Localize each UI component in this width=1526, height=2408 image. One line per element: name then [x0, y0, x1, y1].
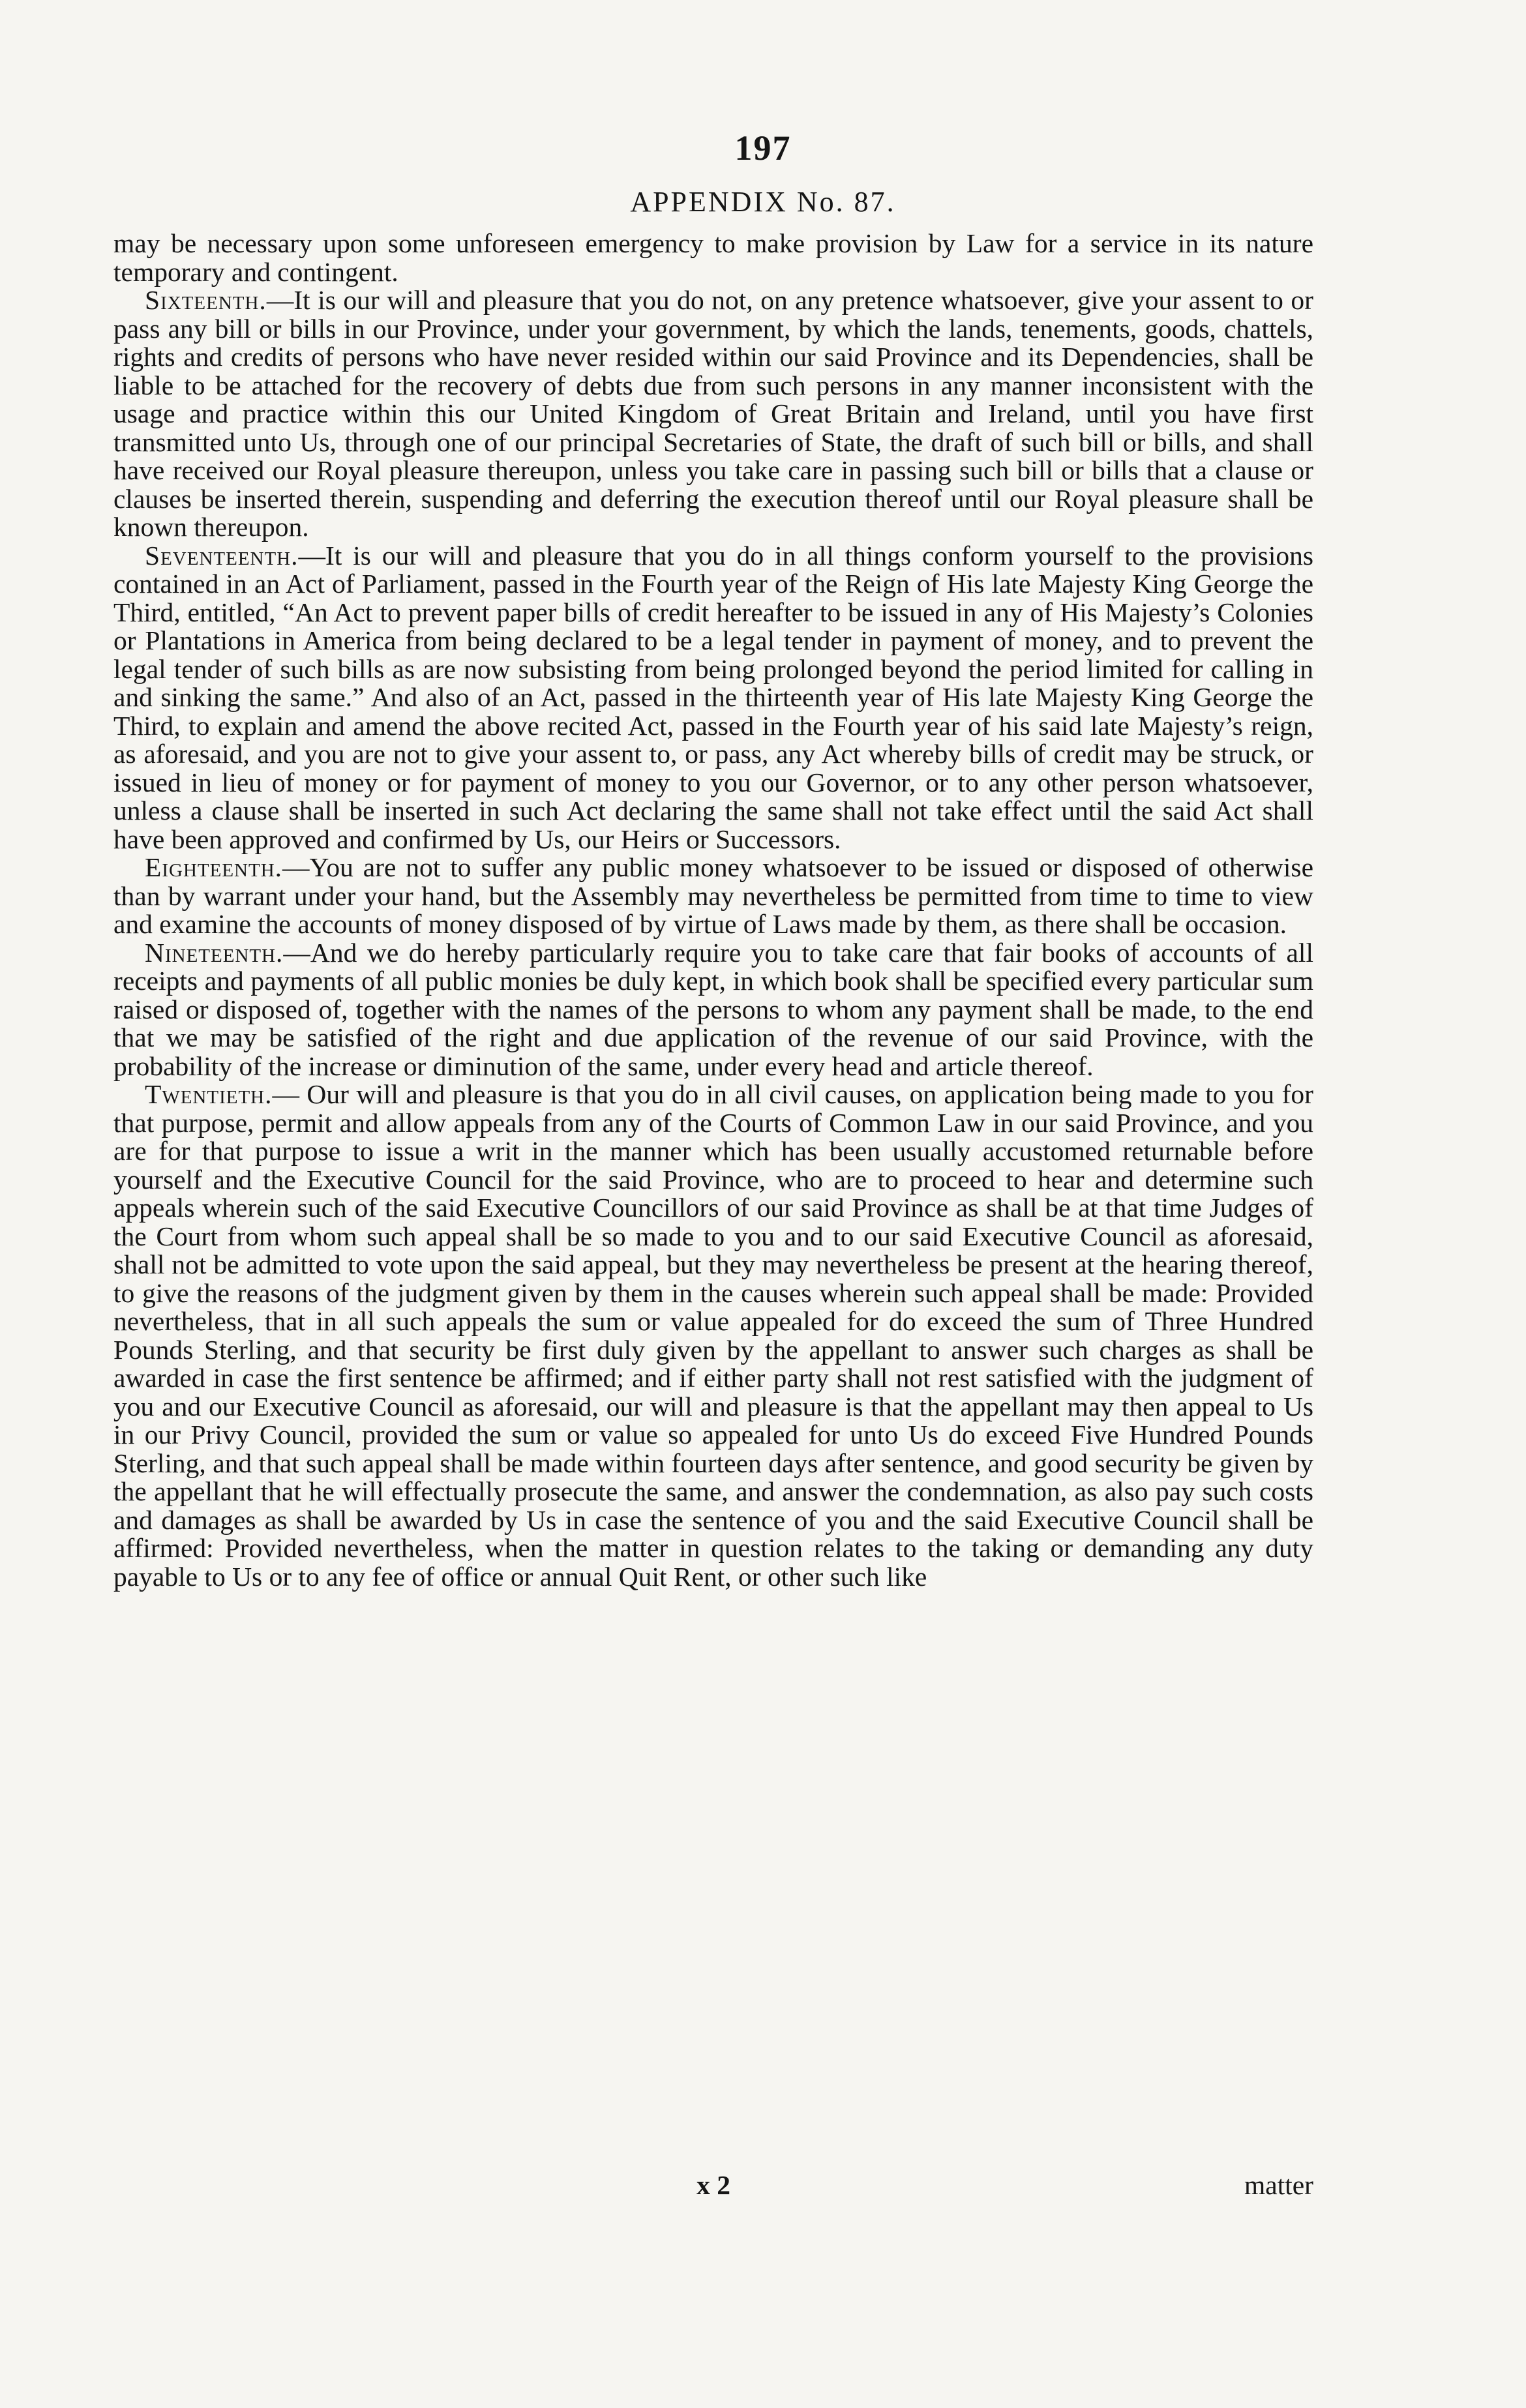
catchword: matter [1244, 2170, 1313, 2200]
body-text [113, 230, 1313, 1591]
signature-mark: x 2 [696, 2170, 730, 2200]
paragraph-heading: Eighteenth. [145, 852, 283, 882]
paragraph-heading: Sixteenth. [145, 285, 267, 315]
paragraph-heading: Twentieth. [145, 1079, 273, 1109]
paragraph-text: —And we do hereby particularly require you to take care that fair books of accounts of all receipts and payments of all public monies be duly kept, in which book shall be specified every particular sum raised or disposed of, together with the names of the persons to whom any payment shall be made, to the end that we may be satisfied of the right and due application of the revenue of our said Province, with the probability of the increase or diminution of the same, under every head and article thereof. [113, 937, 1313, 1081]
paragraph-twentieth [113, 1080, 1313, 1591]
running-head: APPENDIX No. 87. [630, 186, 896, 218]
paragraph-sixteenth [113, 286, 1313, 542]
paragraph-nineteenth [113, 939, 1313, 1081]
page-footer [113, 2169, 1313, 2202]
paragraph-text: —You are not to suffer any public money whatsoever to be issued or disposed of otherwise than by warrant under your hand, but the Assembly may nevertheless be permitted from time to time to view and examine the accounts of money disposed of by virtue of Laws made by them, as there shall be occasion. [113, 852, 1313, 939]
paragraph-eighteenth [113, 854, 1313, 939]
paragraph-heading: Seventeenth. [145, 540, 299, 571]
paragraph-seventeenth [113, 542, 1313, 854]
paragraph-text: —It is our will and pleasure that you do not, on any pretence whatsoever, give your assent to or pass any bill or bills in our Province, under your government, by which the lands, tenements, goods, chattels, rights and credits of persons who have never resided within our said Province and its Dependencies, shall be liable to be attached for the recovery of debts due from such persons in any manner inconsistent with the usage and practice within this our United Kingdom of Great Britain and Ireland, until you have first transmitted unto Us, through one of our principal Secretaries of State, the draft of such bill or bills, and shall have received our Royal pleasure thereupon, unless you take care in passing such bill or bills that a clause or clauses be inserted therein, suspending and deferring the execution thereof until our Royal pleasure shall be known thereupon. [113, 285, 1313, 542]
paragraph-text: —It is our will and pleasure that you do in all things conform yourself to the provisions contained in an Act of Parliament, passed in the Fourth year of the Reign of His late Majesty King George the Third, entitled, “An Act to prevent paper bills of credit hereafter to be issued in any of His Majesty’s Colonies or Plantations in America from being declared to be a legal tender in payment of money, and to prevent the legal tender of such bills as are now subsisting from being prolonged beyond the period limited for calling in and sinking the same.” And also of an Act, passed in the thirteenth year of His late Majesty King George the Third, to explain and amend the above recited Act, passed in the Fourth year of his said late Majesty’s reign, as aforesaid, and you are not to give your assent to, or pass, any Act whereby bills of credit may be struck, or issued in lieu of money or for payment of money to you our Governor, or to any other person whatsoever, unless a clause shall be inserted in such Act declaring the same shall not take effect until the said Act shall have been approved and confirmed by Us, our Heirs or Successors. [113, 540, 1313, 854]
paragraph-text: — Our will and pleasure is that you do in all civil causes, on application being made to you for that purpose, permit and allow appeals from any of the Courts of Common Law in our said Province, and you are for that purpose to issue a writ in the manner which has been usually accustomed returnable before yourself and the Executive Council for the said Province, who are to proceed to hear and determine such appeals wherein such of the said Executive Councillors of our said Province as shall be at that time Judges of the Court from whom such appeal shall be so made to you and to our said Executive Council as aforesaid, shall not be admitted to vote upon the said appeal, but they may nevertheless be present at the hearing thereof, to give the reasons of the judgment given by them in the causes wherein such appeal shall be made: Provided nevertheless, that in all such appeals the sum or value appealed for do exceed the sum of Three Hundred Pounds Sterling, and that security be first duly given by the appellant to answer such charges as shall be awarded in case the first sentence be affirmed; and if either party shall not rest satisfied with the judgment of you and our Executive Council as aforesaid, our will and pleasure is that the appellant may then appeal to Us in our Privy Council, provided the sum or value so appealed for unto Us do exceed Five Hundred Pounds Sterling, and that such appeal shall be made within fourteen days after sentence, and good security be given by the appellant that he will effectually prosecute the same, and answer the condemnation, as also pay such costs and damages as shall be awarded by Us in case the sentence of you and the said Executive Council shall be affirmed: Provided nevertheless, when the matter in question relates to the taking or demanding any duty payable to Us or to any fee of office or annual Quit Rent, or other such like [113, 1079, 1313, 1592]
paragraph-heading: Nineteenth. [145, 937, 284, 968]
opening-paragraph: may be necessary upon some unforeseen emergency to make provision by Law for a service in its nature temporary and contingent. [113, 228, 1313, 287]
page-number: 197 [734, 128, 792, 168]
